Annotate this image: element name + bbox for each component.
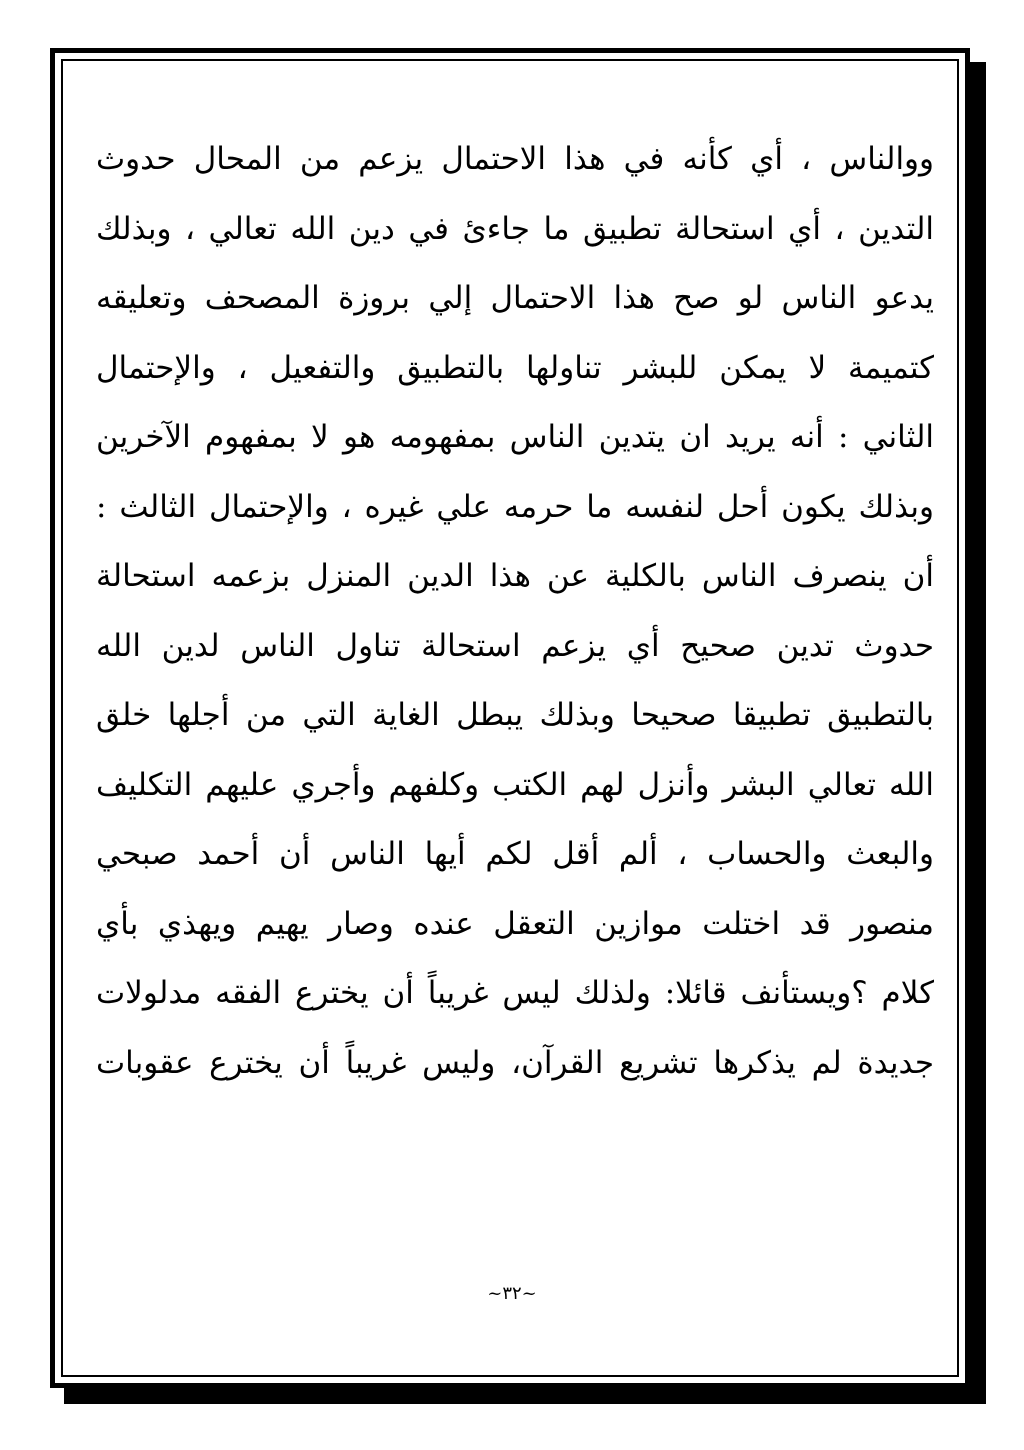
text-line: حدوث تدين صحيح أي يزعم استحالة تناول الناس لدين الله	[96, 627, 934, 664]
text-line: والبعث والحساب ، ألم أقل لكم أيها الناس أن أحمد صبحي	[96, 836, 934, 872]
text-line: كتميمة لا يمكن للبشر تناولها بالتطبيق والتفعيل ، والإحتمال	[96, 349, 934, 386]
text-line: التدين ، أي استحالة تطبيق ما جاءئ في دين الله تعالي ، وبذلك	[96, 210, 934, 247]
text-line: الثاني : أنه يريد ان يتدين الناس بمفهومه هو لا بمفهوم الآخرين	[96, 419, 934, 455]
text-line: الله تعالي البشر وأنزل لهم الكتب وكلفهم وأجري عليهم التكليف	[96, 766, 934, 803]
text-line: منصور قد اختلت موازين التعقل عنده وصار يهيم ويهذي بأي	[96, 905, 934, 942]
text-line: جديدة لم يذكرها تشريع القرآن، وليس غريباً أن يخترع عقوبات	[96, 1044, 934, 1081]
text-line: كلام ؟ويستأنف قائلا: ولذلك ليس غريباً أن يخترع الفقه مدلولات	[96, 975, 934, 1011]
page-number: ~٣٢~	[487, 1283, 537, 1304]
body-text	[96, 125, 934, 1098]
text-line: أن ينصرف الناس بالكلية عن هذا الدين المنزل بزعمه استحالة	[96, 558, 934, 594]
text-line: وبذلك يكون أحل لنفسه ما حرمه علي غيره ، والإحتمال الثالث :	[96, 488, 934, 525]
text-line: يدعو الناس لو صح هذا الاحتمال إلي بروزة المصحف وتعليقه	[96, 280, 934, 316]
text-line: ووالناس ، أي كأنه في هذا الاحتمال يزعم من المحال حدوث	[96, 141, 934, 177]
text-line: بالتطبيق تطبيقا صحيحا وبذلك يبطل الغاية التي من أجلها خلق	[96, 697, 934, 733]
